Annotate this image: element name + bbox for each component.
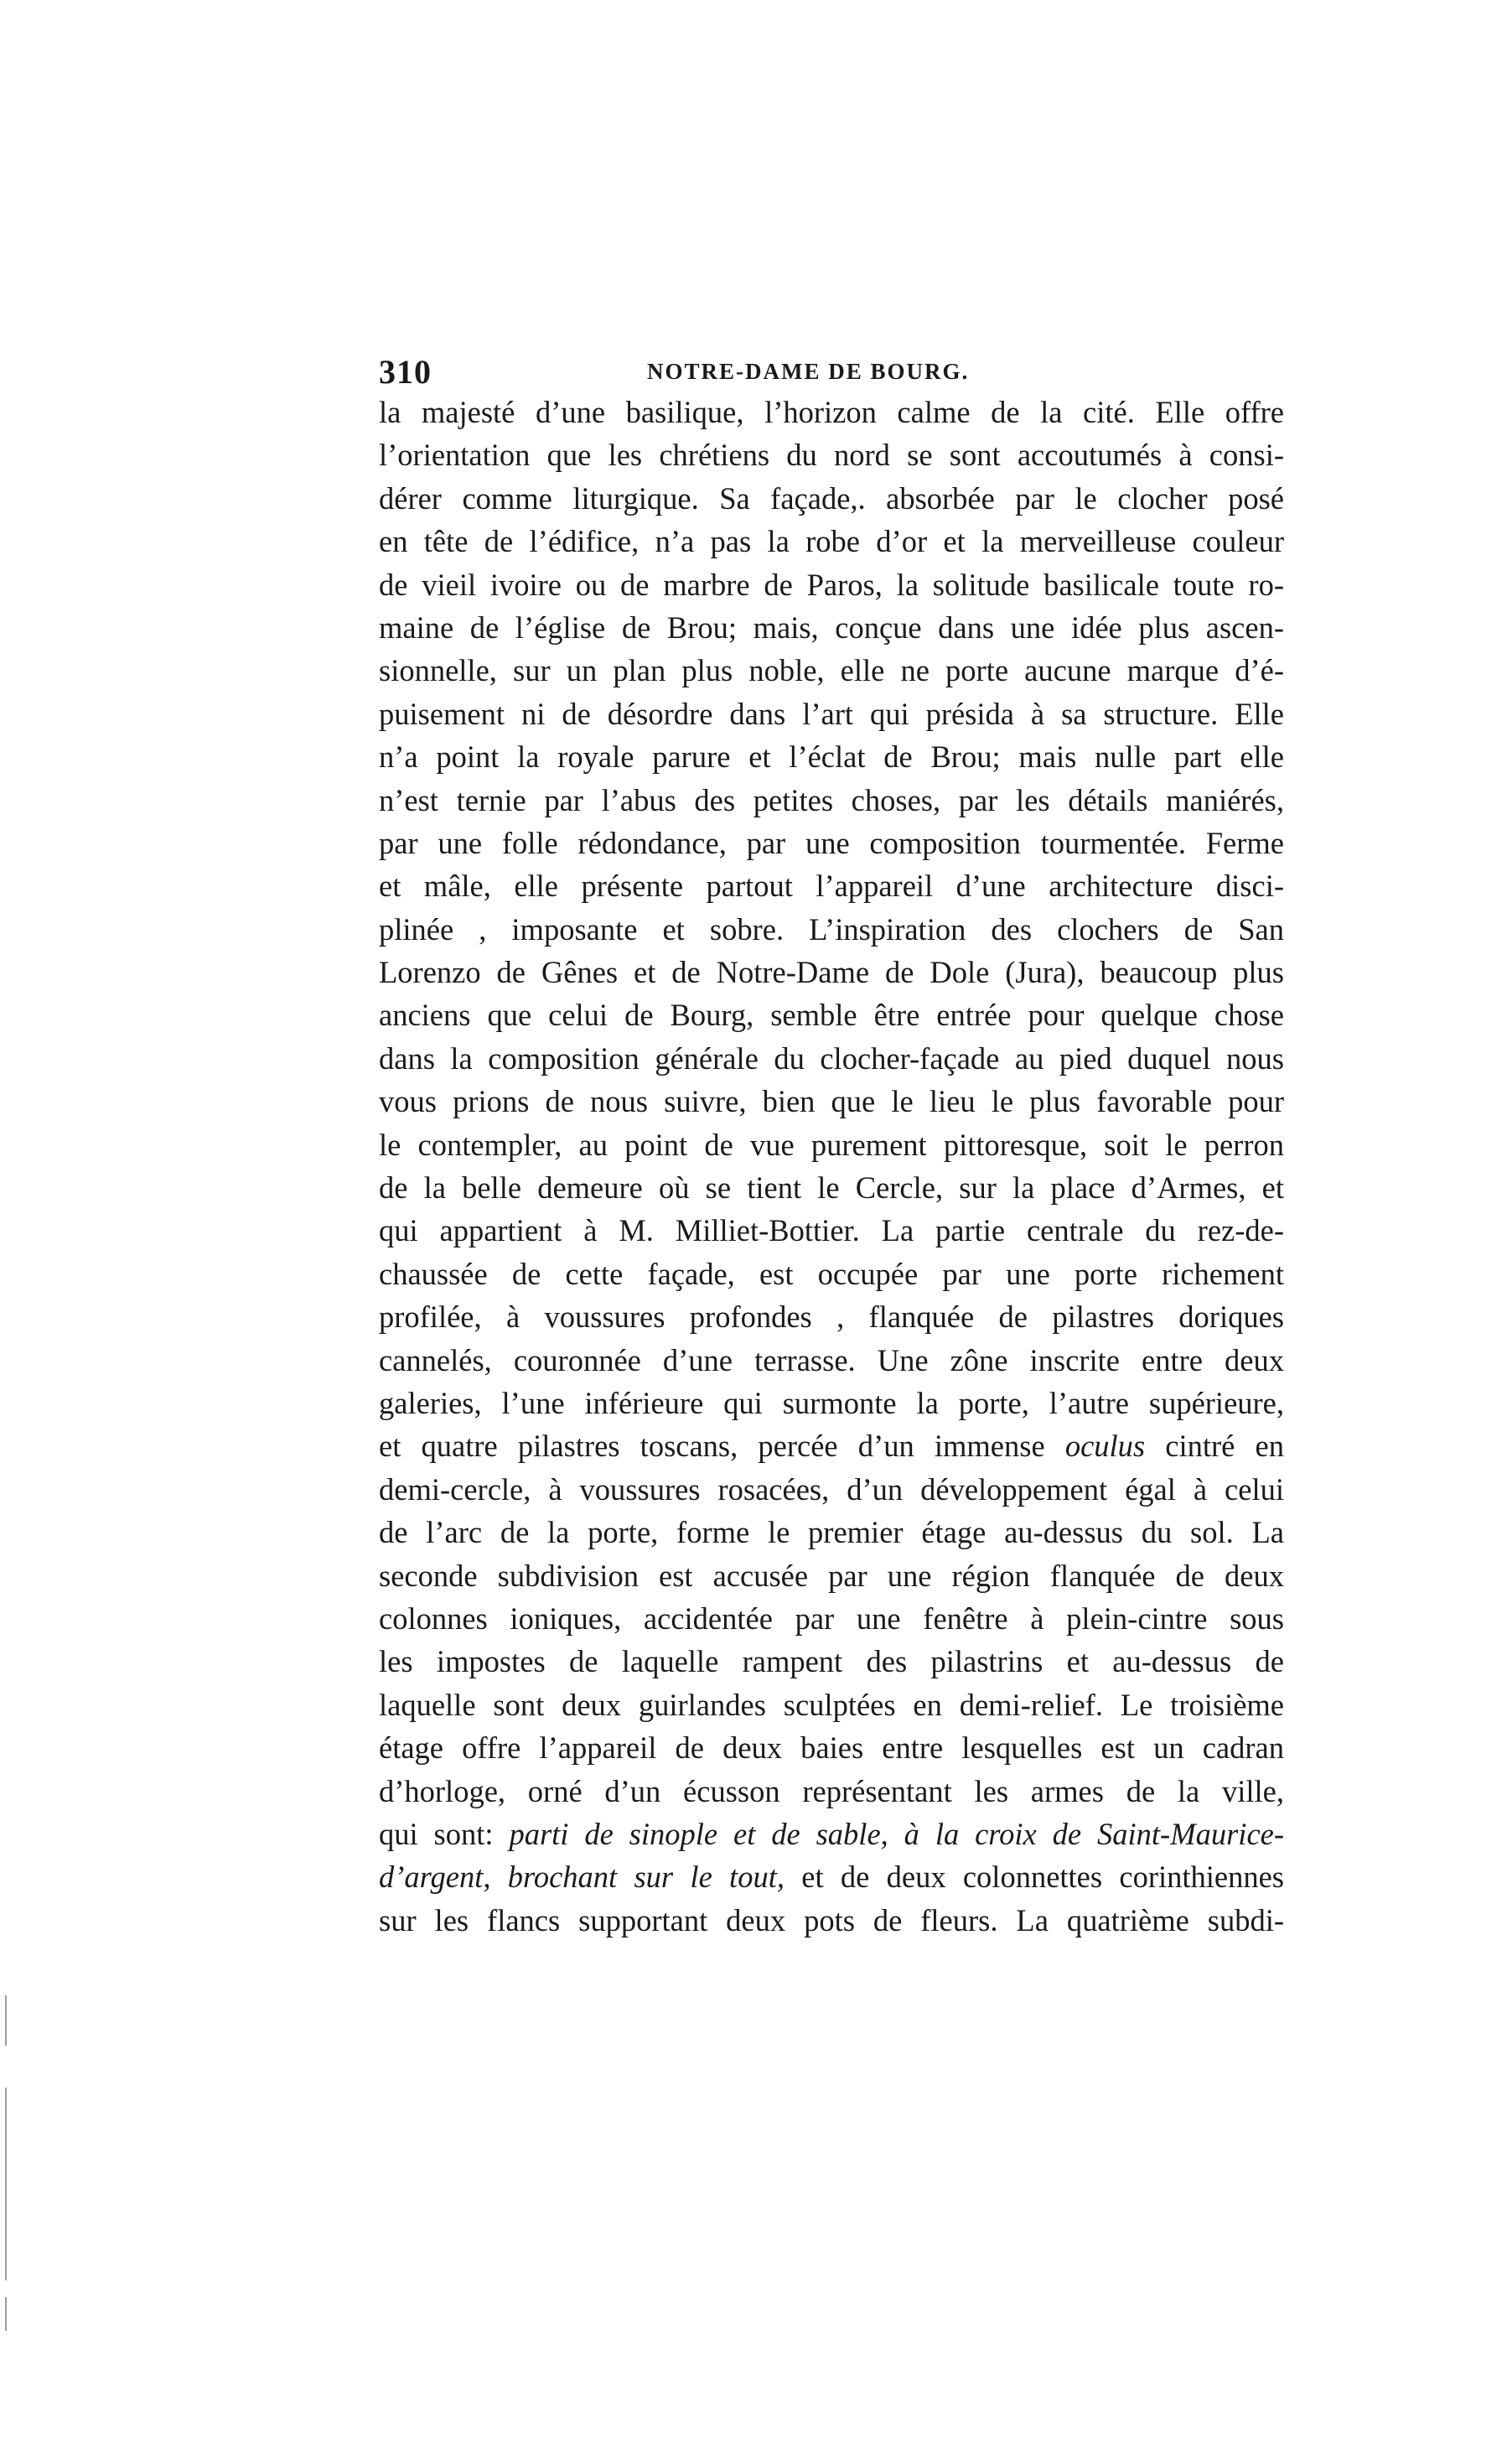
text-line: le contempler, au point de vue purement pittoresque, soit le perron [379, 1127, 1284, 1162]
scan-artifact [5, 2088, 7, 2280]
text-line: n’a point la royale parure et l’éclat de Brou; mais nulle part elle [379, 739, 1284, 775]
text-line: Lorenzo de Gênes et de Notre-Dame de Dole (Jura), beaucoup plus [379, 955, 1284, 990]
text-line: sur les flancs supportant deux pots de fleurs. La quatrième subdi- [379, 1902, 1284, 1937]
text-line: qui appartient à M. Milliet-Bottier. La partie centrale du rez-de- [379, 1213, 1284, 1248]
text-line: laquelle sont deux guirlandes sculptées en demi-relief. Le troisième [379, 1687, 1284, 1722]
text-line: sionnelle, sur un plan plus noble, elle ne porte aucune marque d’é- [379, 653, 1284, 688]
text-line: demi-cercle, à voussures rosacées, d’un développement égal à celui [379, 1471, 1284, 1507]
running-title: NOTRE-DAME DE BOURG. [647, 359, 970, 384]
text-line: cannelés, couronnée d’une terrasse. Une zône inscrite entre deux [379, 1342, 1284, 1377]
scan-artifact [5, 2297, 7, 2331]
text-line-oculus [379, 1424, 1284, 1467]
text-segment: et quatre pilastres toscans, percée d’un immense [379, 1429, 1045, 1464]
text-line: d’horloge, orné d’un écusson représentant les armes de la ville, [379, 1773, 1284, 1808]
scan-artifact [5, 1995, 7, 2046]
scan-margin-marks [0, 1995, 10, 2398]
text-line: puisement ni de désordre dans l’art qui présida à sa structure. Elle [379, 696, 1284, 731]
text-line: profilée, à voussures profondes , flanquée de pilastres doriques [379, 1299, 1284, 1335]
page-number: 310 [379, 353, 432, 391]
text-line: vous prions de nous suivre, bien que le lieu le plus favorable pour [379, 1084, 1284, 1119]
text-line: galeries, l’une inférieure qui surmonte la porte, l’autre supérieure, [379, 1385, 1284, 1420]
text-segment: qui sont: [379, 1816, 494, 1851]
italic-word: oculus [1064, 1429, 1146, 1464]
text-line: chaussée de cette façade, est occupée par une porte richement [379, 1256, 1284, 1291]
text-line: en tête de l’édifice, n’a pas la robe d’or et la merveilleuse couleur [379, 524, 1284, 559]
text-segment: et de deux colonnettes corinthiennes [801, 1860, 1284, 1895]
text-line: plinée , imposante et sobre. L’inspiration des clochers de San [379, 911, 1284, 947]
text-line: la majesté d’une basilique, l’horizon calme de la cité. Elle offre [379, 395, 1284, 429]
text-line: par une folle rédondance, par une composition tourmentée. Ferme [379, 825, 1284, 860]
text-line: les impostes de laquelle rampent des pilastrins et au-dessus de [379, 1644, 1284, 1679]
italic-blazon: d’argent, brochant sur le tout, [379, 1860, 785, 1895]
text-line: de l’arc de la porte, forme le premier étage au-dessus du sol. La [379, 1515, 1284, 1550]
text-line-blazon [379, 1813, 1284, 1855]
text-line: de la belle demeure où se tient le Cercle, sur la place d’Armes, et [379, 1170, 1284, 1206]
text-line-blazon-cont [379, 1855, 1284, 1898]
text-line: n’est ternie par l’abus des petites choses, par les détails maniérés, [379, 782, 1284, 817]
text-line: l’orientation que les chrétiens du nord se sont accoutumés à consi- [379, 438, 1284, 473]
text-line: maine de l’église de Brou; mais, conçue dans une idée plus ascen- [379, 610, 1284, 645]
text-line: colonnes ioniques, accidentée par une fenêtre à plein-cintre sous [379, 1600, 1284, 1636]
text-line: dans la composition générale du clocher-façade au pied duquel nous [379, 1040, 1284, 1076]
text-line: et mâle, elle présente partout l’appareil d’une architecture disci- [379, 869, 1284, 904]
text-line: anciens que celui de Bourg, semble être entrée pour quelque chose [379, 998, 1284, 1033]
text-segment: cintré en [1165, 1429, 1284, 1464]
text-line: étage offre l’appareil de deux baies entre lesquelles est un cadran [379, 1730, 1284, 1766]
text-line: dérer comme liturgique. Sa façade,. absorbée par le clocher posé [379, 480, 1284, 516]
body-text [379, 391, 1284, 1942]
text-line: seconde subdivision est accusée par une région flanquée de deux [379, 1558, 1284, 1593]
italic-blazon: parti de sinople et de sable, à la croix de Saint-Maurice- [509, 1816, 1284, 1851]
text-line: de vieil ivoire ou de marbre de Paros, la solitude basilicale toute ro- [379, 567, 1284, 602]
